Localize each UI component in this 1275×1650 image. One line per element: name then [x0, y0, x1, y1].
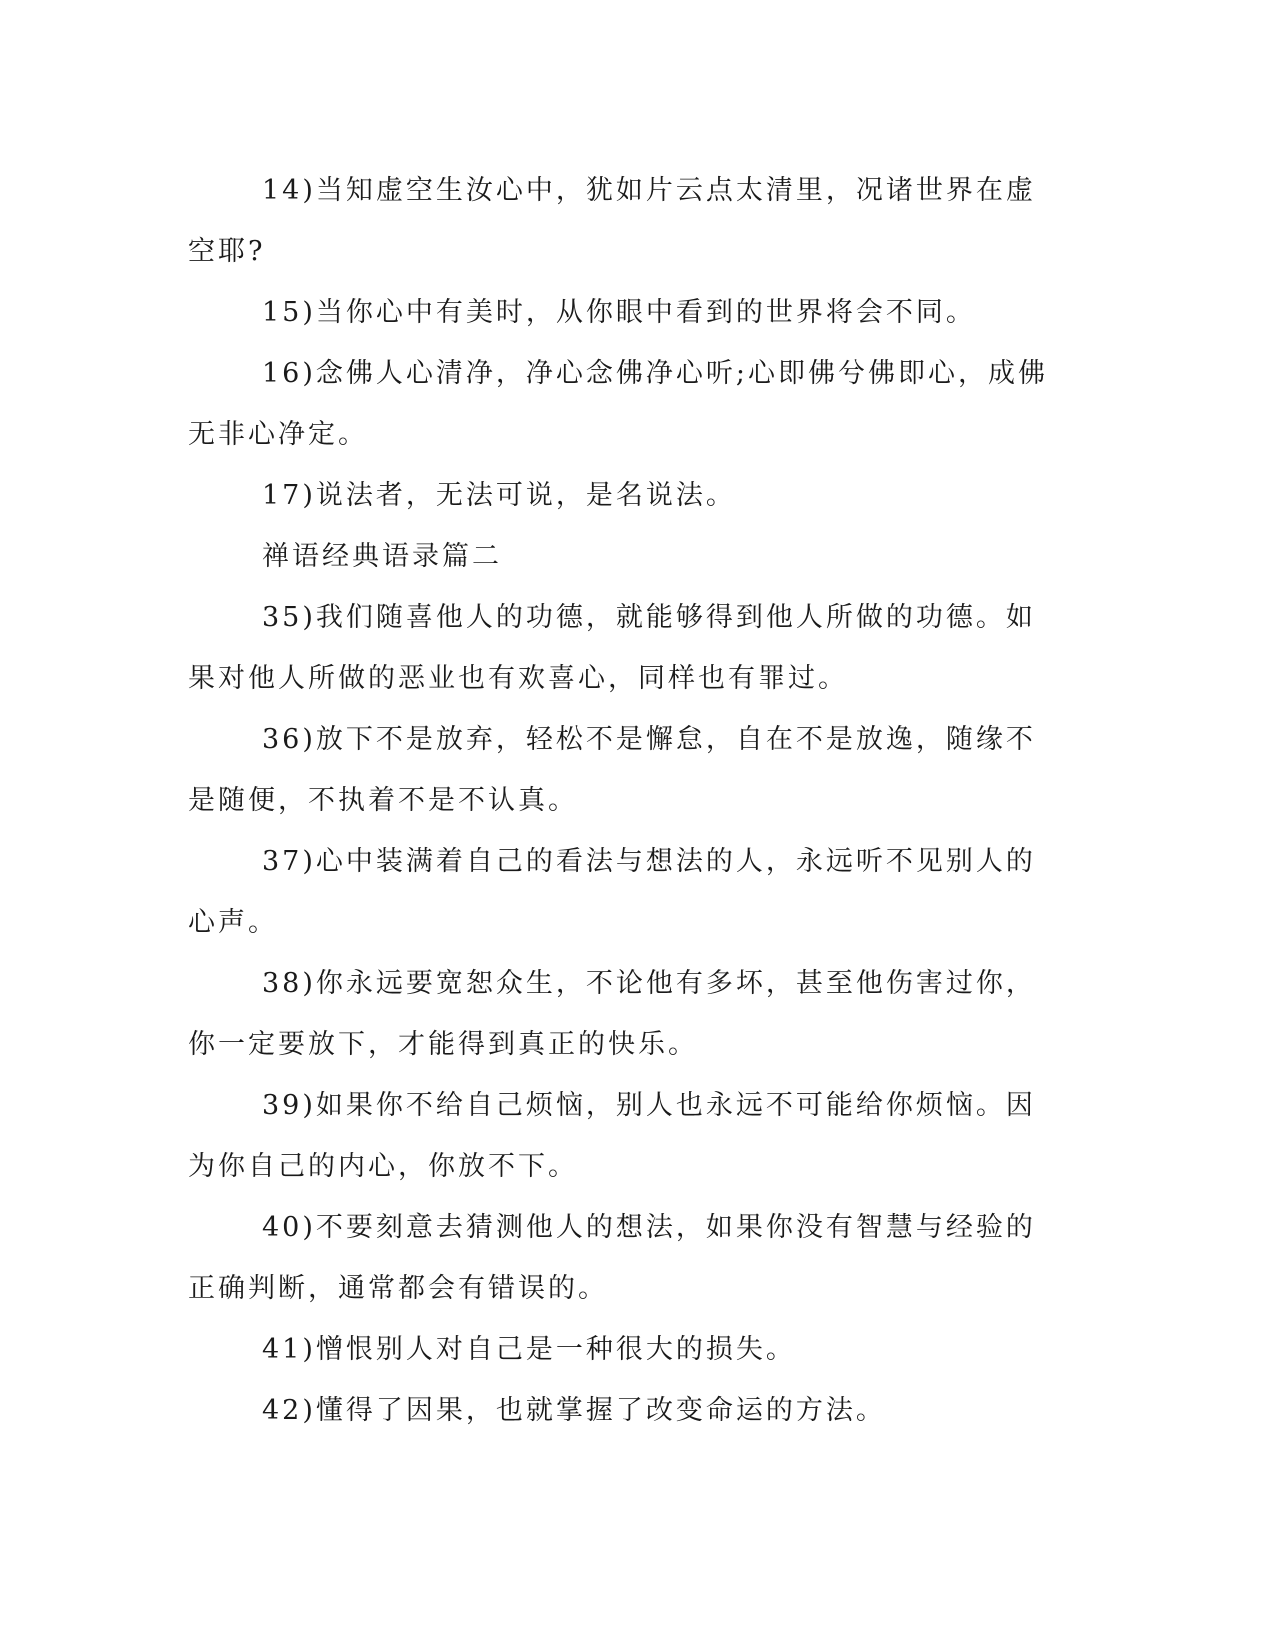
paragraph-14: 14)当知虚空生汝心中，犹如片云点太清里，况诸世界在虚空耶?	[188, 175, 1036, 267]
paragraph-37: 37)心中装满着自己的看法与想法的人，永远听不见别人的心声。	[188, 846, 1036, 938]
section-heading: 禅语经典语录篇二	[262, 541, 502, 572]
paragraph-39: 39)如果你不给自己烦恼，别人也永远不可能给你烦恼。因为你自己的内心，你放不下。	[188, 1090, 1036, 1182]
paragraph-42: 42)懂得了因果，也就掌握了改变命运的方法。	[262, 1395, 886, 1426]
document-body	[188, 160, 1058, 1441]
paragraph-38: 38)你永远要宽恕众生，不论他有多坏，甚至他伤害过你，你一定要放下，才能得到真正的快乐。	[188, 968, 1036, 1060]
paragraph-40: 40)不要刻意去猜测他人的想法，如果你没有智慧与经验的正确判断，通常都会有错误的。	[188, 1212, 1036, 1304]
paragraph-16: 16)念佛人心清净，净心念佛净心听;心即佛兮佛即心，成佛无非心净定。	[188, 358, 1048, 450]
paragraph-41: 41)憎恨别人对自己是一种很大的损失。	[262, 1334, 796, 1365]
paragraph-17: 17)说法者，无法可说，是名说法。	[262, 480, 736, 511]
paragraph-15: 15)当你心中有美时，从你眼中看到的世界将会不同。	[262, 297, 976, 328]
paragraph-35: 35)我们随喜他人的功德，就能够得到他人所做的功德。如果对他人所做的恶业也有欢喜心，同样也有罪过。	[188, 602, 1036, 694]
paragraph-36: 36)放下不是放弃，轻松不是懈怠，自在不是放逸，随缘不是随便，不执着不是不认真。	[188, 724, 1036, 816]
